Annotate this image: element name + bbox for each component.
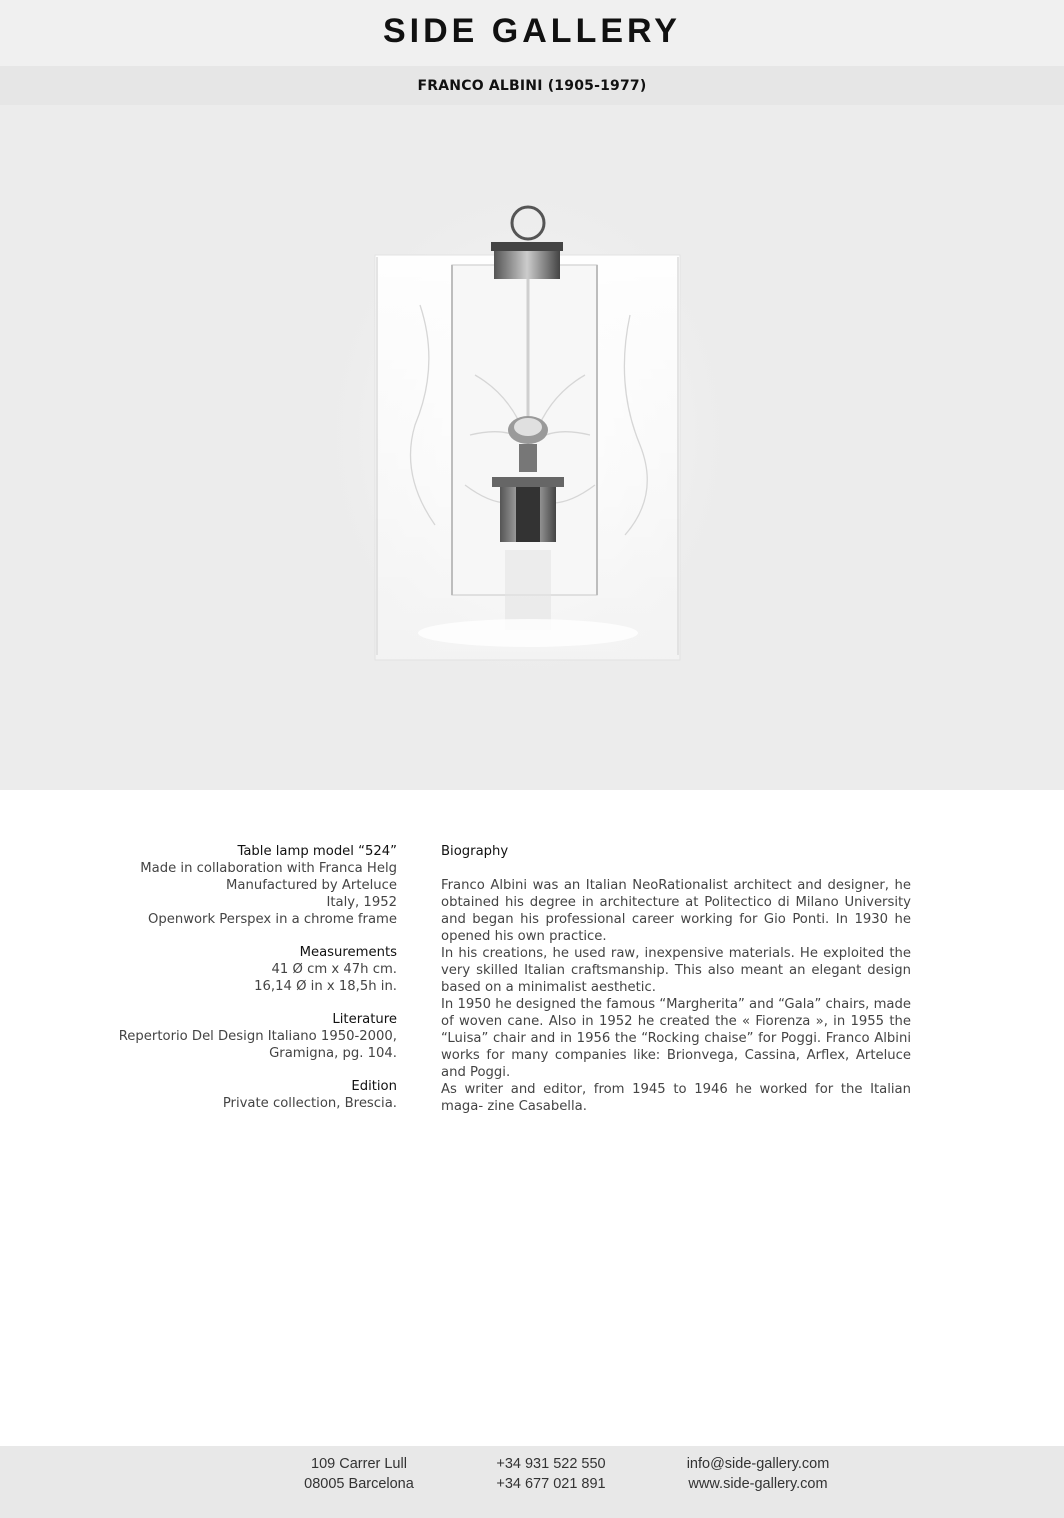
email-link[interactable]: info@side-gallery.com	[686, 1456, 830, 1472]
product-details	[60, 843, 397, 1112]
measurements-heading: Measurements	[299, 945, 397, 960]
designer-banner	[0, 66, 1064, 105]
detail-line: Italy, 1952	[326, 895, 397, 910]
website-link[interactable]: www.side-gallery.com	[688, 1476, 828, 1492]
biography-heading: Biography	[441, 844, 509, 859]
detail-line: Manufactured by Arteluce	[226, 878, 397, 893]
literature-line: Gramigna, pg. 104.	[269, 1046, 397, 1061]
literature-line: Repertorio Del Design Italiano 1950-2000,	[118, 1029, 397, 1044]
phone-link[interactable]: +34 677 021 891	[496, 1476, 606, 1492]
detail-line: Made in collaboration with Franca Helg	[140, 861, 397, 876]
biography-paragraph: As writer and editor, from 1945 to 1946 he worked for the Italian maga- zine Casabella.	[441, 1082, 911, 1114]
biography-paragraph: Franco Albini was an Italian NeoRationalist architect and designer, he obtained his degree in architecture at Politectico di Milano University and began his professional career working for Gio Ponti. In 1930 he opened his own practice.	[441, 878, 911, 944]
header	[0, 0, 1064, 66]
product-title: Table lamp model “524”	[237, 844, 397, 859]
brand-logo: SIDE GALLERY	[383, 12, 681, 50]
measurement-line: 16,14 Ø in x 18,5h in.	[254, 979, 397, 994]
footer-phones	[478, 1454, 624, 1494]
edition-heading: Edition	[351, 1079, 397, 1094]
biography-paragraph: In 1950 he designed the famous “Margherita” and “Gala” chairs, made of woven cane. Also in 1952 he created the « Fiorenza », in 1955 the “Luisa” chair and in 1956 the “Rocking chaise” for Poggi. Franco Albini works for many companies like: Brionvega, Cassina, Arflex, Arteluce and Poggi.	[441, 997, 911, 1080]
footer	[0, 1446, 1064, 1518]
footer-web	[670, 1454, 846, 1494]
table-lamp-icon	[0, 105, 1064, 790]
product-photo	[0, 105, 1064, 790]
measurement-line: 41 Ø cm x 47h cm.	[271, 962, 397, 977]
biography	[441, 843, 911, 1115]
phone-link[interactable]: +34 931 522 550	[496, 1456, 606, 1472]
footer-address	[286, 1454, 432, 1494]
biography-paragraph: In his creations, he used raw, inexpensive materials. He exploited the very skilled Italian craftsmanship. This also meant an elegant design based on a minimalist aesthetic.	[441, 946, 911, 995]
address-line: 109 Carrer Lull	[311, 1456, 407, 1472]
detail-line: Openwork Perspex in a chrome frame	[147, 912, 397, 927]
literature-heading: Literature	[332, 1012, 397, 1027]
designer-name: FRANCO ALBINI (1905-1977)	[417, 78, 647, 94]
address-line: 08005 Barcelona	[304, 1476, 414, 1492]
edition-line: Private collection, Brescia.	[222, 1096, 397, 1111]
